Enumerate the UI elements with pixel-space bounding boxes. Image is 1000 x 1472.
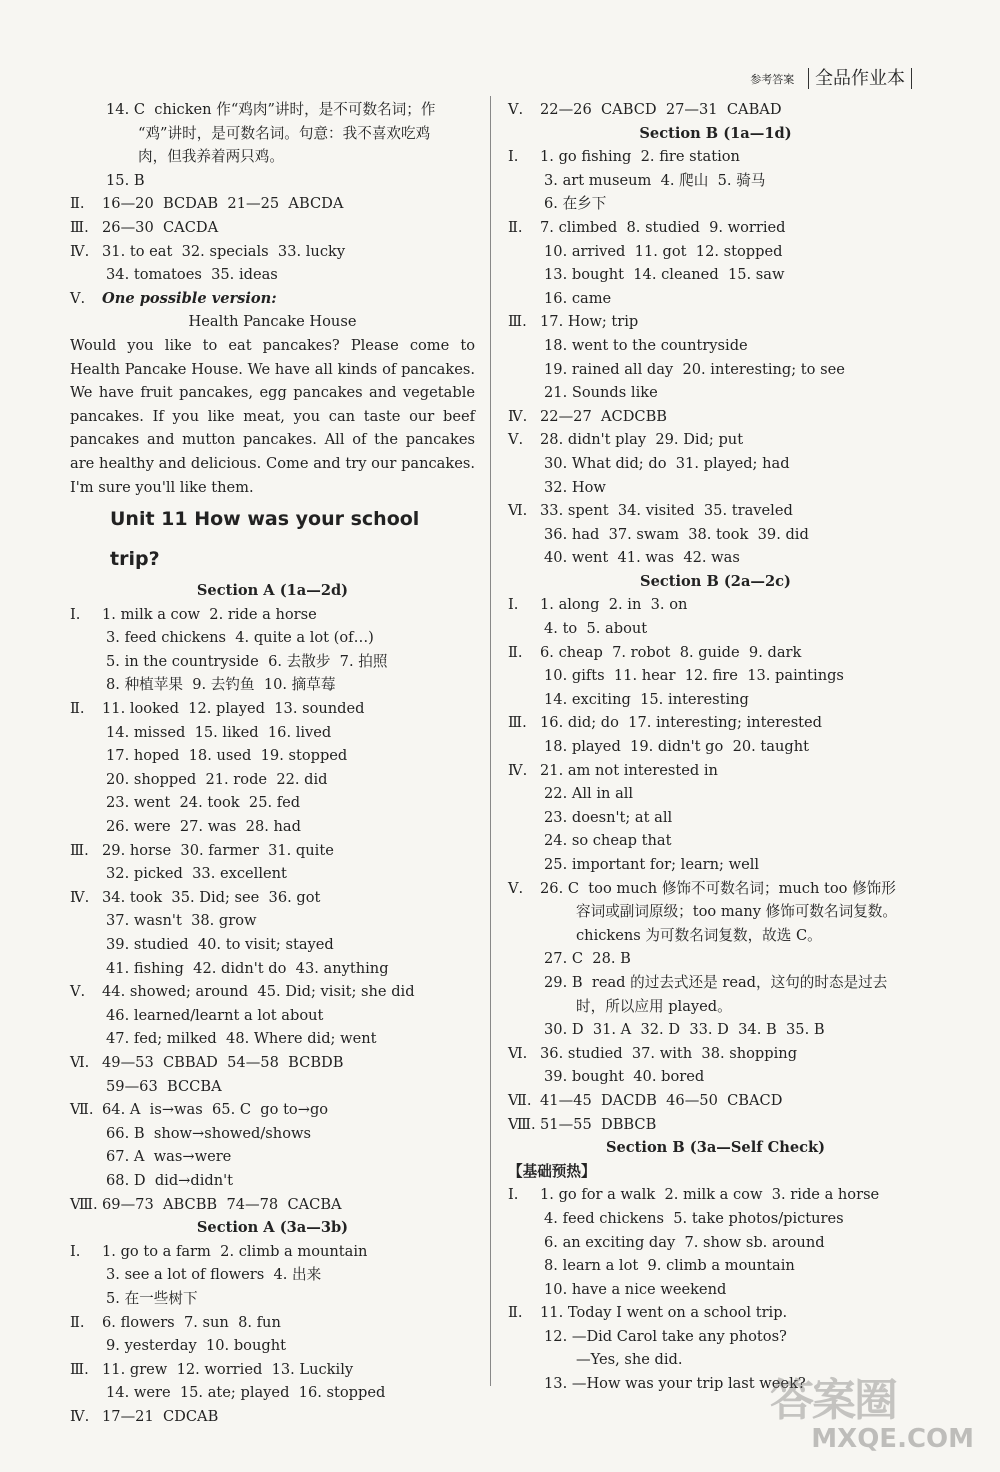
line-text: 16—20 BCDAB 21—25 ABCDA: [102, 195, 344, 213]
line-text: 4. to 5. about: [544, 620, 648, 638]
line-text: 32. picked 33. excellent: [106, 865, 287, 883]
section-heading: [508, 1136, 923, 1160]
line-text: 21. Sounds like: [544, 384, 658, 402]
answer-line: [70, 673, 475, 697]
line-text: 容词或副词原级；too many 修饰可数名词复数。: [576, 903, 897, 921]
answer-line: [508, 98, 923, 122]
line-text: 39. bought 40. bored: [544, 1068, 705, 1086]
line-text: 20. shopped 21. rode 22. did: [106, 770, 328, 788]
answer-line: [70, 650, 475, 674]
line-text: 44. showed; around 45. Did; visit; she did: [102, 983, 415, 1001]
answer-line: [70, 697, 475, 721]
line-text: 30. What did; do 31. played; had: [544, 454, 790, 472]
line-text: 22—27 ACDCBB: [540, 407, 668, 425]
roman-numeral: Ⅴ.: [508, 879, 524, 897]
line-text: 5. 在一些树下: [106, 1289, 198, 1307]
line-text: 6. 在乡下: [544, 195, 607, 213]
line-text: chickens 为可数名词复数，故选 C。: [576, 926, 822, 944]
answer-line: [508, 452, 923, 476]
answer-line: [508, 169, 923, 193]
answer-line: [70, 1004, 475, 1028]
roman-numeral: Ⅱ.: [70, 195, 85, 213]
line-text: 30. D 31. A 32. D 33. D 34. B 35. B: [544, 1021, 825, 1039]
answer-line: [70, 1405, 475, 1429]
roman-numeral: Ⅷ.: [508, 1115, 536, 1133]
answer-line: [70, 122, 475, 146]
header-label: 参考答案: [750, 73, 795, 86]
answer-line: [508, 1278, 923, 1302]
answer-line: [70, 98, 475, 122]
line-text: 13. bought 14. cleaned 15. saw: [544, 266, 785, 284]
line-text: 40. went 41. was 42. was: [544, 549, 740, 567]
answer-line: [70, 1145, 475, 1169]
line-text: 39. studied 40. to visit; stayed: [106, 936, 334, 953]
answer-line: [70, 980, 475, 1004]
roman-numeral: Ⅳ.: [70, 888, 90, 906]
line-text: Would you like to eat pancakes? Please come to Health Pancake House. We have all kinds of pancakes. We have fruit pancakes, egg pancakes and vegetable pancakes. If you like meat, you can taste our beef pancakes and mutton pancakes. All of the pancakes are healthy and delicious. Come and try our pancakes. I'm sure you'll like them.: [70, 336, 475, 496]
answer-line: [70, 626, 475, 650]
line-text: 36. had 37. swam 38. took 39. did: [544, 525, 809, 543]
answer-line: [508, 782, 923, 806]
line-text: 14. C chicken 作“鸡肉”讲时，是不可数名词；作: [106, 101, 436, 118]
section-heading: [508, 122, 923, 146]
line-text: Section A (3a—3b): [196, 1219, 349, 1237]
line-text: 13. —How was your trip last week?: [544, 1375, 806, 1393]
answer-line: [70, 744, 475, 768]
roman-numeral: Ⅴ.: [508, 431, 524, 449]
answer-line: [508, 310, 923, 334]
answer-line: [508, 546, 923, 570]
line-text: 33. spent 34. visited 35. traveled: [540, 502, 793, 520]
line-text: —Yes, she did.: [576, 1351, 683, 1369]
roman-numeral: Ⅷ.: [70, 1195, 98, 1213]
answer-line: [70, 1381, 475, 1405]
line-text: 23. doesn't; at all: [544, 808, 673, 826]
line-text: 15. B: [106, 171, 145, 189]
line-text: 59—63 BCCBA: [106, 1077, 222, 1095]
answer-line: [508, 641, 923, 665]
roman-numeral: Ⅵ.: [508, 502, 528, 520]
line-text: Section A (1a—2d): [196, 582, 349, 600]
line-text: 肉，但我养着两只鸡。: [138, 148, 284, 166]
line-text: 41—45 DACDB 46—50 CBACD: [540, 1091, 783, 1109]
answer-line: [70, 862, 475, 886]
line-text: 51—55 DBBCB: [540, 1115, 657, 1133]
line-text: 67. A was→were: [106, 1148, 232, 1166]
line-text: 10. gifts 11. hear 12. fire 13. paintings: [544, 667, 844, 685]
answer-line: [508, 971, 923, 995]
answer-line: [508, 145, 923, 169]
roman-numeral: Ⅱ.: [70, 700, 85, 718]
answer-line: [508, 947, 923, 971]
line-text: 29. horse 30. farmer 31. quite: [102, 841, 334, 859]
line-text: 16. came: [544, 289, 612, 307]
line-text: 31. to eat 32. specials 33. lucky: [102, 242, 346, 260]
answer-line: [70, 791, 475, 815]
answer-line: [508, 735, 923, 759]
answer-line: [508, 263, 923, 287]
line-text: 1. go for a walk 2. milk a cow 3. ride a horse: [540, 1186, 880, 1204]
line-text: 24. so cheap that: [544, 832, 672, 850]
watermark-url: MXQE.COM: [811, 1424, 974, 1454]
answer-line: [508, 216, 923, 240]
roman-numeral: Ⅵ.: [508, 1044, 528, 1062]
line-text: 11. Today I went on a school trip.: [540, 1304, 788, 1322]
answer-line: [508, 287, 923, 311]
line-text: 4. feed chickens 5. take photos/pictures: [544, 1209, 844, 1227]
answer-line: [508, 1254, 923, 1278]
answer-line: [508, 688, 923, 712]
answer-line: [508, 1325, 923, 1349]
answer-line: [508, 405, 923, 429]
answer-line: [70, 1358, 475, 1382]
answer-line: [508, 617, 923, 641]
answer-line: [508, 593, 923, 617]
answer-line: [508, 192, 923, 216]
line-text: 14. exciting 15. interesting: [544, 690, 749, 708]
answer-line: [70, 1334, 475, 1358]
answer-line: [508, 1018, 923, 1042]
roman-numeral: Ⅰ.: [508, 596, 519, 614]
column-divider: [490, 96, 491, 1386]
line-text: 1. milk a cow 2. ride a horse: [102, 605, 317, 623]
line-text: 36. studied 37. with 38. shopping: [540, 1044, 798, 1062]
answer-line: [508, 1089, 923, 1113]
roman-numeral: Ⅰ.: [508, 148, 519, 166]
header-brand: 全品作业本: [808, 68, 912, 89]
answer-line: [70, 1169, 475, 1193]
line-text: 34. took 35. Did; see 36. got: [102, 888, 321, 906]
line-text: 66. B show→showed/shows: [106, 1124, 311, 1142]
line-text: 时，所以应用 played。: [576, 997, 732, 1015]
answer-line: [70, 839, 475, 863]
answer-line: [70, 1287, 475, 1311]
answer-line: [508, 829, 923, 853]
answer-line: [70, 216, 475, 240]
line-text: 11. looked 12. played 13. sounded: [102, 700, 365, 718]
roman-numeral: Ⅲ.: [508, 714, 527, 732]
answer-line: [508, 381, 923, 405]
line-text: 68. D did→didn't: [106, 1171, 234, 1189]
answer-line: [70, 240, 475, 264]
answer-line: [70, 815, 475, 839]
watermark-logo: 答案圈: [770, 1375, 896, 1426]
answer-line: [70, 1027, 475, 1051]
line-text: 8. learn a lot 9. climb a mountain: [544, 1257, 795, 1275]
answer-line: [508, 1065, 923, 1089]
answer-line: [70, 603, 475, 627]
line-text: 18. went to the countryside: [544, 336, 748, 354]
answer-line: [508, 900, 923, 924]
answer-line: [70, 1051, 475, 1075]
answer-line: [508, 476, 923, 500]
answer-line: [70, 957, 475, 981]
answer-line: [70, 1263, 475, 1287]
line-text: 1. along 2. in 3. on: [540, 596, 688, 614]
line-text: 3. feed chickens 4. quite a lot (of…): [106, 629, 374, 647]
line-text: 69—73 ABCBB 74—78 CACBA: [102, 1195, 342, 1213]
answer-line: [508, 664, 923, 688]
line-text: 9. yesterday 10. bought: [106, 1337, 286, 1355]
line-text: 37. wasn't 38. grow: [106, 912, 257, 930]
answer-line: [508, 711, 923, 735]
line-text: 21. am not interested in: [540, 761, 718, 779]
line-text: 17—21 CDCAB: [102, 1407, 219, 1425]
answer-line: [508, 1301, 923, 1325]
watermark: [770, 1364, 980, 1454]
answer-line: [70, 334, 475, 499]
answer-line: [508, 1042, 923, 1066]
section-heading: [508, 570, 923, 594]
line-text: 14. were 15. ate; played 16. stopped: [106, 1384, 386, 1402]
line-text: 18. played 19. didn't go 20. taught: [544, 738, 809, 756]
section-heading: [508, 1160, 923, 1184]
line-text: 1. go to a farm 2. climb a mountain: [102, 1242, 368, 1260]
line-text: 11. grew 12. worried 13. Luckily: [102, 1360, 354, 1378]
answer-line: [70, 1311, 475, 1335]
roman-numeral: Ⅳ.: [70, 1407, 90, 1425]
line-text: 16. did; do 17. interesting; interested: [540, 714, 823, 732]
answer-line: [70, 169, 475, 193]
line-text: 25. important for; learn; well: [544, 856, 760, 873]
answer-line: [508, 523, 923, 547]
answer-line: [508, 1207, 923, 1231]
roman-numeral: Ⅰ.: [70, 1242, 81, 1260]
answer-line: [70, 909, 475, 933]
answer-line: [508, 499, 923, 523]
line-text: Health Pancake House: [188, 313, 357, 331]
answer-line: [508, 428, 923, 452]
answer-line: [508, 877, 923, 901]
answer-line: [70, 768, 475, 792]
answer-line: [70, 1122, 475, 1146]
line-text: 22—26 CABCD 27—31 CABAD: [540, 101, 782, 118]
roman-numeral: Ⅵ.: [70, 1053, 90, 1071]
answer-line: [70, 933, 475, 957]
line-text: 47. fed; milked 48. Where did; went: [106, 1030, 377, 1048]
roman-numeral: Ⅱ.: [70, 1313, 85, 1331]
answer-line: [508, 1231, 923, 1255]
answer-line: [508, 240, 923, 264]
roman-numeral: Ⅴ.: [70, 289, 86, 307]
line-text: 6. an exciting day 7. show sb. around: [544, 1233, 825, 1251]
left-column: [70, 98, 475, 1428]
roman-numeral: Ⅴ.: [508, 101, 524, 118]
roman-numeral: Ⅴ.: [70, 983, 86, 1001]
answer-line: [70, 192, 475, 216]
unit-title: [70, 499, 475, 579]
line-text: 26—30 CACDA: [102, 218, 219, 236]
answer-line: [508, 995, 923, 1019]
line-text: 17. How; trip: [540, 313, 639, 331]
answer-line: [508, 358, 923, 382]
line-text: 1. go fishing 2. fire station: [540, 148, 740, 166]
roman-numeral: Ⅶ.: [508, 1091, 532, 1109]
line-text: 64. A is→was 65. C go to→go: [102, 1101, 329, 1119]
roman-numeral: Ⅲ.: [70, 1360, 89, 1378]
line-text: 34. tomatoes 35. ideas: [106, 266, 278, 284]
line-text: Unit 11 How was your school trip?: [110, 508, 420, 571]
line-text: 6. cheap 7. robot 8. guide 9. dark: [540, 643, 802, 661]
answer-line: [70, 1193, 475, 1217]
line-text: 26. were 27. was 28. had: [106, 818, 301, 836]
right-column: [508, 98, 923, 1396]
answer-line: [508, 1113, 923, 1137]
roman-numeral: Ⅰ.: [508, 1186, 519, 1204]
answer-line: [508, 334, 923, 358]
answer-line: [70, 721, 475, 745]
line-text: 10. arrived 11. got 12. stopped: [544, 242, 783, 260]
line-text: 3. art museum 4. 爬山 5. 骑马: [544, 171, 766, 189]
line-text: 5. in the countryside 6. 去散步 7. 拍照: [106, 652, 388, 670]
line-text: 41. fishing 42. didn't do 43. anything: [106, 959, 389, 977]
answer-line: [70, 287, 475, 311]
line-text: One possible version:: [102, 289, 277, 307]
answer-line: [70, 145, 475, 169]
answer-line: [508, 1183, 923, 1207]
line-text: 10. have a nice weekend: [544, 1280, 727, 1298]
line-text: 12. —Did Carol take any photos?: [544, 1327, 787, 1345]
answer-line: [508, 806, 923, 830]
line-text: 46. learned/learnt a lot about: [106, 1006, 324, 1024]
answer-line: [70, 886, 475, 910]
answer-line: [70, 1098, 475, 1122]
answer-line: [70, 1240, 475, 1264]
line-text: 19. rained all day 20. interesting; to see: [544, 360, 845, 378]
line-text: 【基础预热】: [508, 1162, 596, 1180]
line-text: 27. C 28. B: [544, 950, 631, 968]
line-text: 17. hoped 18. used 19. stopped: [106, 747, 348, 765]
roman-numeral: Ⅰ.: [70, 605, 81, 623]
roman-numeral: Ⅲ.: [70, 841, 89, 859]
answer-line: [508, 759, 923, 783]
roman-numeral: Ⅱ.: [508, 218, 523, 236]
line-text: 26. C too much 修饰不可数名词；much too 修饰形: [540, 879, 896, 897]
answer-line: [70, 263, 475, 287]
roman-numeral: Ⅱ.: [508, 643, 523, 661]
roman-numeral: Ⅱ.: [508, 1304, 523, 1322]
answer-line: [508, 924, 923, 948]
line-text: 14. missed 15. liked 16. lived: [106, 723, 332, 741]
section-heading: [70, 579, 475, 603]
page-header: [750, 64, 912, 90]
roman-numeral: Ⅳ.: [70, 242, 90, 260]
line-text: 6. flowers 7. sun 8. fun: [102, 1313, 281, 1331]
line-text: Section B (1a—1d): [639, 124, 792, 142]
line-text: “鸡”讲时，是可数名词。句意：我不喜欢吃鸡: [138, 124, 431, 142]
line-text: 8. 种植苹果 9. 去钓鱼 10. 摘草莓: [106, 676, 336, 694]
roman-numeral: Ⅶ.: [70, 1101, 94, 1119]
answer-line: [508, 853, 923, 877]
roman-numeral: Ⅳ.: [508, 761, 528, 779]
line-text: 49—53 CBBAD 54—58 BCBDB: [102, 1053, 344, 1071]
line-text: 22. All in all: [544, 785, 634, 803]
line-text: Section B (2a—2c): [640, 572, 791, 590]
line-text: 7. climbed 8. studied 9. worried: [540, 218, 786, 236]
line-text: 29. B read 的过去式还是 read，这句的时态是过去: [544, 973, 888, 991]
line-text: 28. didn't play 29. Did; put: [540, 431, 744, 449]
answer-line: [70, 1075, 475, 1099]
line-text: 32. How: [544, 478, 606, 496]
line-text: 23. went 24. took 25. fed: [106, 794, 301, 812]
roman-numeral: Ⅲ.: [508, 313, 527, 331]
section-heading: [70, 1216, 475, 1240]
answer-line: [70, 310, 475, 334]
line-text: Section B (3a—Self Check): [605, 1139, 826, 1157]
roman-numeral: Ⅳ.: [508, 407, 528, 425]
line-text: 3. see a lot of flowers 4. 出来: [106, 1266, 322, 1284]
roman-numeral: Ⅲ.: [70, 218, 89, 236]
